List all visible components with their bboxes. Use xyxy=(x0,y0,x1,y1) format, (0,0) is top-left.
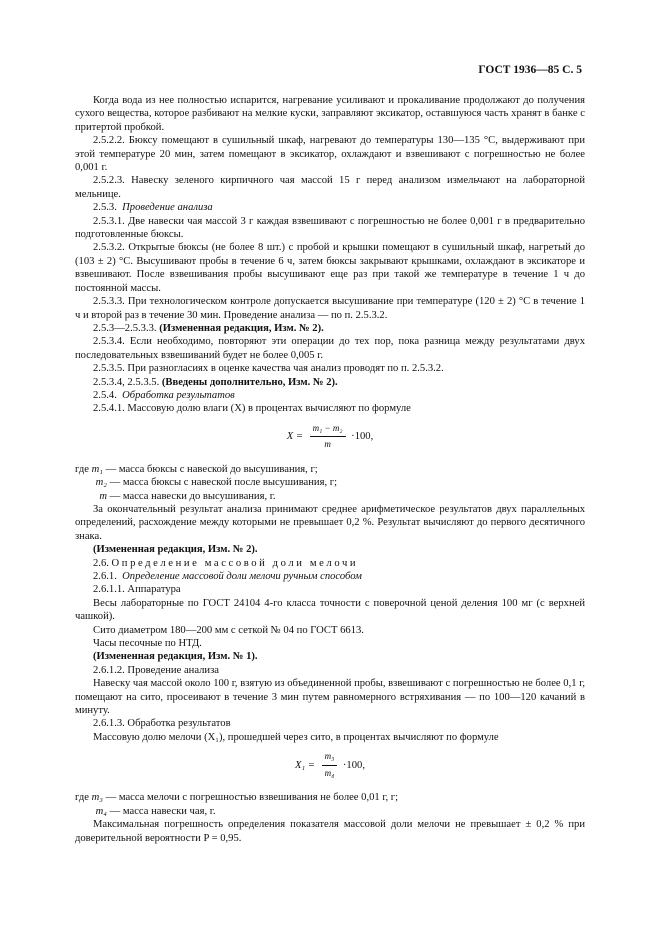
section-2-6-1-heading xyxy=(75,570,585,583)
legend-prefix: где xyxy=(75,463,89,475)
legend-line xyxy=(75,805,585,818)
addition-clauses: 2.5.3.4, 2.5.3.5. xyxy=(93,376,160,388)
addition-text: (Введены дополнительно, Изм. № 2). xyxy=(161,376,338,388)
clause-2-6-1-1: 2.6.1.1. Аппаратура xyxy=(93,584,181,596)
fines-formula xyxy=(75,750,585,784)
section-number: 2.5.4. xyxy=(93,389,117,401)
moisture-formula xyxy=(75,422,585,456)
section-number: 2.5.3. xyxy=(93,202,117,214)
paragraph: Сито диаметром 180—200 мм с сеткой № 04 по ГОСТ 6613. xyxy=(93,624,364,636)
page-header: ГОСТ 1936—85 С. 5 xyxy=(478,64,582,76)
amendment-note: (Измененная редакция, Изм. № 2). xyxy=(93,544,258,556)
clause-2-6-1-3: 2.6.1.3. Обработка результатов xyxy=(93,718,231,730)
legend-text: — масса мелочи с погрешностью взвешивания не более 0,01 г, г; xyxy=(105,792,399,804)
clause-2-5-3-5: 2.5.3.5. При разногласиях в оценке качества чая анализ проводят по п. 2.5.3.2. xyxy=(93,363,444,375)
paragraph: Навеску чая массой около 100 г, взятую из объединенной пробы, взвешивают с погрешностью не более 0,1 г, помещают на сито, просеивают в течение 3 мин путем равномерного встряхивания — по 100—120 качаний в минуту. xyxy=(75,678,585,717)
section-2-5-4-heading xyxy=(75,389,585,402)
clause-2-5-3-2: 2.5.3.2. Открытые бюксы (не более 8 шт.) с пробой и крышки помещают в сушильный шкаф, нагретый до (103 ± 2) °С. Высушивают пробы в течение 6 ч, затем бюксы закрывают крышками, охлаждают в эксикаторе и взвешивают. После взвешивания пробы высушивают еще раз при такой же температуре в течение 1 ч до постоянной массы. xyxy=(75,242,585,294)
formula-tail: ·100, xyxy=(351,431,374,443)
legend-text: — масса бюксы с навеской до высушивания, г; xyxy=(105,463,318,475)
formula-lhs: X₁ = xyxy=(295,759,315,771)
addition-note xyxy=(75,376,585,389)
legend-text: — масса навески до высушивания, г. xyxy=(109,490,276,502)
section-2-5-3-heading xyxy=(75,201,585,214)
section-2-6-heading xyxy=(75,557,585,570)
legend-symbol: m₂ xyxy=(95,477,107,489)
legend-line xyxy=(75,791,585,804)
clause-2-5-2-3: 2.5.2.3. Навеску зеленого кирпичного чая массой 15 г перед анализом измельчают на лабораторной мельнице. xyxy=(75,175,585,200)
section-number: 2.6. xyxy=(93,557,109,569)
amendment-clauses: 2.5.3—2.5.3.3. xyxy=(93,322,157,334)
section-number: 2.6.1. xyxy=(93,571,117,582)
clause-2-5-3-4: 2.5.3.4. Если необходимо, повторяют эти операции до тех пор, пока разница между результатами двух последовательных взвешиваний будет не более 0,005 г. xyxy=(75,336,585,361)
legend-text: — масса навески чая, г. xyxy=(109,805,216,817)
paragraph: Максимальная погрешность определения показателя массовой доли мелочи не превышает ± 0,2 % при доверительной вероятности P = 0,95. xyxy=(75,819,585,844)
formula-lhs: X = xyxy=(286,431,304,443)
paragraph: Массовую долю мелочи (X₁), прошедшей через сито, в процентах вычисляют по формуле xyxy=(93,731,499,743)
amendment-note: (Измененная редакция, Изм. № 1). xyxy=(93,651,258,663)
paragraph: За окончательный результат анализа принимают среднее арифметическое результатов двух параллельных определений, расхождение между которыми не превышает 0,2 %. Результат вычисляют до первого десятичного знака. xyxy=(75,503,585,542)
formula-numerator: m₁ − m₂ xyxy=(310,422,346,437)
clause-2-6-1-2: 2.6.1.2. Проведение анализа xyxy=(93,664,219,676)
legend-symbol: m₃ xyxy=(91,792,103,804)
legend-prefix: где xyxy=(75,792,89,804)
formula-tail: ·100, xyxy=(342,759,365,771)
legend-line xyxy=(75,476,585,489)
legend-symbol: m xyxy=(99,490,107,502)
section-title: Определение массовой доли мелочи xyxy=(111,557,359,569)
legend-line xyxy=(75,463,585,476)
formula-denominator: m xyxy=(324,439,331,450)
legend-symbol: m₄ xyxy=(95,805,107,817)
formula-numerator: m₃ xyxy=(322,750,338,765)
clause-2-5-3-3: 2.5.3.3. При технологическом контроле допускается высушивание при температуре (120 ± 2) °С в течение 1 ч и второй раз в течение 30 мин. Проведение анализа — по п. 2.5.3.2. xyxy=(75,296,585,321)
paragraph: Часы песочные по НТД. xyxy=(93,638,202,650)
clause-2-5-3-1: 2.5.3.1. Две навески чая массой 3 г каждая взвешивают с погрешностью не более 0,001 г в предварительно подготовленные бюксы. xyxy=(75,215,585,241)
section-title: Обработка результатов xyxy=(122,389,235,401)
amendment-note xyxy=(75,322,585,335)
legend-symbol: m₁ xyxy=(91,463,103,475)
section-title: Определение массовой доли мелочи ручным способом xyxy=(122,571,362,582)
legend-line xyxy=(75,490,585,503)
clause-2-5-4-1: 2.5.4.1. Массовую долю влаги (X) в процентах вычисляют по формуле xyxy=(93,403,411,415)
paragraph: Весы лабораторные по ГОСТ 24104 4-го класса точности с поверочной ценой деления 100 мг (с верхней чашкой). xyxy=(75,597,585,623)
clause-2-5-2-2: 2.5.2.2. Бюксу помещают в сушильный шкаф, нагревают до температуры 130—135 °С, выдерживают при этой температуре 20 мин, затем помещают в эксикатор, охлаждают и взвешивают с погрешностью не более 0,001 г. xyxy=(75,135,585,174)
paragraph: Когда вода из нее полностью испарится, нагревание усиливают и прокаливание продолжают до получения сухого вещества, которое разбивают на мелкие куски, заправляют эксикатор, оставшуюся часть хранят в банке с притертой пробкой. xyxy=(75,95,585,133)
formula-fraction xyxy=(322,750,338,780)
legend-text: — масса бюксы с навеской после высушивания, г; xyxy=(109,477,338,489)
section-title: Проведение анализа xyxy=(122,202,213,214)
amendment-text: (Измененная редакция, Изм. № 2). xyxy=(159,322,324,334)
formula-denominator: m₄ xyxy=(324,767,335,778)
formula-fraction xyxy=(310,422,346,452)
document-body xyxy=(75,94,585,845)
